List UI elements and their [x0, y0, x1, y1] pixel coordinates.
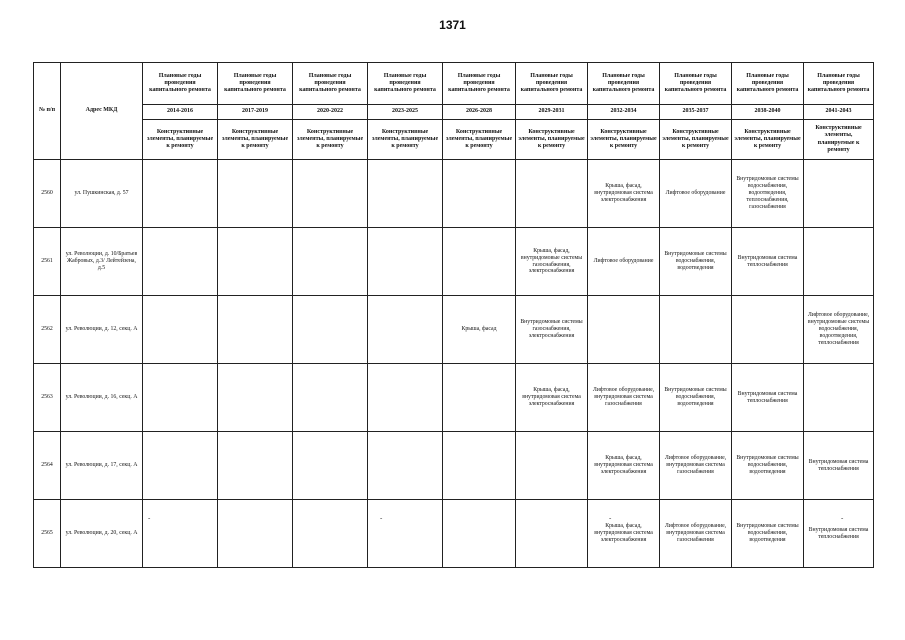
- repair-elements-cell: [143, 432, 218, 500]
- repair-elements-cell: [660, 296, 732, 364]
- table-row: [34, 432, 874, 500]
- repair-elements-cell: [368, 160, 443, 228]
- years-header: 2026-2028: [443, 105, 516, 120]
- years-header: 2032-2034: [588, 105, 660, 120]
- table-body: [34, 160, 874, 568]
- plan-header: Плановые годы проведения капитального ремонта: [368, 63, 443, 105]
- elements-header: Конструктивные элементы, планируемые к ремонту: [804, 120, 874, 160]
- repair-elements-cell: Крыша, фасад, внутридомовые системы газоснабжения, электроснабжения: [516, 228, 588, 296]
- repair-elements-cell: Крыша, фасад, внутридомовая система электроснабжения: [588, 432, 660, 500]
- repair-elements-cell: Внутридомовые системы водоснабжения, водоотведения: [660, 228, 732, 296]
- repair-elements-cell: [293, 500, 368, 568]
- repair-elements-cell: [443, 364, 516, 432]
- repair-elements-cell: [368, 228, 443, 296]
- repair-elements-cell: Внутридомовые системы газоснабжения, электроснабжения: [516, 296, 588, 364]
- scan-mark: -: [148, 514, 151, 522]
- repair-elements-cell: [732, 296, 804, 364]
- repair-elements-cell: Лифтовое оборудование: [660, 160, 732, 228]
- repair-elements-cell: [218, 500, 293, 568]
- repair-elements-cell: [804, 228, 874, 296]
- repair-elements-cell: [293, 296, 368, 364]
- repair-elements-cell: [143, 228, 218, 296]
- plan-header: Плановые годы проведения капитального ремонта: [516, 63, 588, 105]
- repair-elements-cell: [143, 500, 218, 568]
- elements-header: Конструктивные элементы, планируемые к ремонту: [660, 120, 732, 160]
- repair-elements-cell: Крыша, фасад, внутридомовая система электроснабжения: [588, 160, 660, 228]
- scan-mark: -: [841, 514, 844, 522]
- repair-elements-cell: Внутридомовые системы водоснабжения, водоотведения, теплоснабжения, газоснабжения: [732, 160, 804, 228]
- repair-elements-cell: Лифтовое оборудование: [588, 228, 660, 296]
- repair-elements-cell: [368, 296, 443, 364]
- scan-mark: -: [609, 514, 612, 522]
- years-header: 2023-2025: [368, 105, 443, 120]
- elements-header: Конструктивные элементы, планируемые к ремонту: [143, 120, 218, 160]
- repair-elements-cell: [804, 364, 874, 432]
- repair-elements-cell: [143, 296, 218, 364]
- elements-header: Конструктивные элементы, планируемые к ремонту: [293, 120, 368, 160]
- repair-elements-cell: Внутридомовые системы водоснабжения, водоотведения: [732, 500, 804, 568]
- plan-header: Плановые годы проведения капитального ремонта: [143, 63, 218, 105]
- repair-plan-table: [33, 62, 874, 568]
- address-cell: ул. Революции, д. 16, секц. А: [61, 364, 143, 432]
- row-number: 2563: [34, 364, 61, 432]
- years-header: 2035-2037: [660, 105, 732, 120]
- repair-elements-cell: Внутридомовые системы водоснабжения, водоотведения: [660, 364, 732, 432]
- repair-elements-cell: Внутридомовая система теплоснабжения: [732, 228, 804, 296]
- repair-elements-cell: Крыша, фасад: [443, 296, 516, 364]
- plan-header: Плановые годы проведения капитального ремонта: [443, 63, 516, 105]
- repair-elements-cell: [218, 228, 293, 296]
- repair-elements-cell: [293, 160, 368, 228]
- repair-elements-cell: [218, 364, 293, 432]
- years-header: 2029-2031: [516, 105, 588, 120]
- repair-elements-cell: [293, 432, 368, 500]
- address-cell: ул. Пушкинская, д. 57: [61, 160, 143, 228]
- header-row-elements: [34, 120, 874, 160]
- repair-elements-cell: Внутридомовая система теплоснабжения: [804, 500, 874, 568]
- years-header: 2014-2016: [143, 105, 218, 120]
- plan-header: Плановые годы проведения капитального ремонта: [218, 63, 293, 105]
- repair-elements-cell: Лифтовое оборудование, внутридомовые системы водоснабжения, водоотведения, теплоснабжения: [804, 296, 874, 364]
- repair-elements-cell: [443, 160, 516, 228]
- years-header: 2041-2043: [804, 105, 874, 120]
- repair-elements-cell: [143, 364, 218, 432]
- repair-elements-cell: [443, 432, 516, 500]
- repair-elements-cell: [218, 160, 293, 228]
- years-header: 2020-2022: [293, 105, 368, 120]
- years-header: 2038-2040: [732, 105, 804, 120]
- row-number: 2564: [34, 432, 61, 500]
- address-cell: ул. Революции, д. 20, секц. А: [61, 500, 143, 568]
- plan-header: Плановые годы проведения капитального ремонта: [588, 63, 660, 105]
- row-number: 2565: [34, 500, 61, 568]
- repair-elements-cell: [293, 364, 368, 432]
- repair-elements-cell: Внутридомовые системы водоснабжения, водоотведения: [732, 432, 804, 500]
- repair-elements-cell: [293, 228, 368, 296]
- num-header: № п/п: [34, 63, 61, 160]
- table-row: [34, 228, 874, 296]
- repair-elements-cell: Лифтовое оборудование, внутридомовая система газоснабжения: [660, 500, 732, 568]
- repair-elements-cell: Внутридомовая система теплоснабжения: [804, 432, 874, 500]
- header-row-plan: [34, 63, 874, 105]
- address-cell: ул. Революции, д. 10/Братьев Жабровых, д.3/ Лейтейзена, д.5: [61, 228, 143, 296]
- address-cell: ул. Революции, д. 17, секц. А: [61, 432, 143, 500]
- repair-elements-cell: [368, 364, 443, 432]
- repair-elements-cell: [804, 160, 874, 228]
- elements-header: Конструктивные элементы, планируемые к ремонту: [218, 120, 293, 160]
- repair-elements-cell: [218, 432, 293, 500]
- row-number: 2560: [34, 160, 61, 228]
- repair-elements-cell: [218, 296, 293, 364]
- address-header: Адрес МКД: [61, 63, 143, 160]
- repair-elements-cell: [443, 228, 516, 296]
- plan-header: Плановые годы проведения капитального ремонта: [293, 63, 368, 105]
- elements-header: Конструктивные элементы, планируемые к ремонту: [588, 120, 660, 160]
- page-number: 1371: [439, 18, 466, 32]
- scan-mark: -: [380, 514, 383, 522]
- plan-header: Плановые годы проведения капитального ремонта: [804, 63, 874, 105]
- repair-elements-cell: [143, 160, 218, 228]
- table-row: [34, 364, 874, 432]
- repair-elements-cell: Крыша, фасад, внутридомовая система электроснабжения: [588, 500, 660, 568]
- elements-header: Конструктивные элементы, планируемые к ремонту: [732, 120, 804, 160]
- row-number: 2561: [34, 228, 61, 296]
- repair-elements-cell: [368, 500, 443, 568]
- repair-elements-cell: Внутридомовая система теплоснабжения: [732, 364, 804, 432]
- table-row: [34, 296, 874, 364]
- repair-elements-cell: [516, 432, 588, 500]
- repair-elements-cell: [516, 160, 588, 228]
- elements-header: Конструктивные элементы, планируемые к ремонту: [368, 120, 443, 160]
- elements-header: Конструктивные элементы, планируемые к ремонту: [443, 120, 516, 160]
- repair-elements-cell: [443, 500, 516, 568]
- repair-elements-cell: [516, 500, 588, 568]
- repair-elements-cell: Крыша, фасад, внутридомовая система электроснабжения: [516, 364, 588, 432]
- row-number: 2562: [34, 296, 61, 364]
- plan-header: Плановые годы проведения капитального ремонта: [732, 63, 804, 105]
- repair-elements-cell: [368, 432, 443, 500]
- address-cell: ул. Революции, д. 12, секц. А: [61, 296, 143, 364]
- header-row-years: [34, 105, 874, 120]
- repair-elements-cell: [588, 296, 660, 364]
- table-row: [34, 500, 874, 568]
- repair-elements-cell: Лифтовое оборудование, внутридомовая система газоснабжения: [660, 432, 732, 500]
- elements-header: Конструктивные элементы, планируемые к ремонту: [516, 120, 588, 160]
- plan-header: Плановые годы проведения капитального ремонта: [660, 63, 732, 105]
- table-row: [34, 160, 874, 228]
- years-header: 2017-2019: [218, 105, 293, 120]
- repair-elements-cell: Лифтовое оборудование, внутридомовая система газоснабжения: [588, 364, 660, 432]
